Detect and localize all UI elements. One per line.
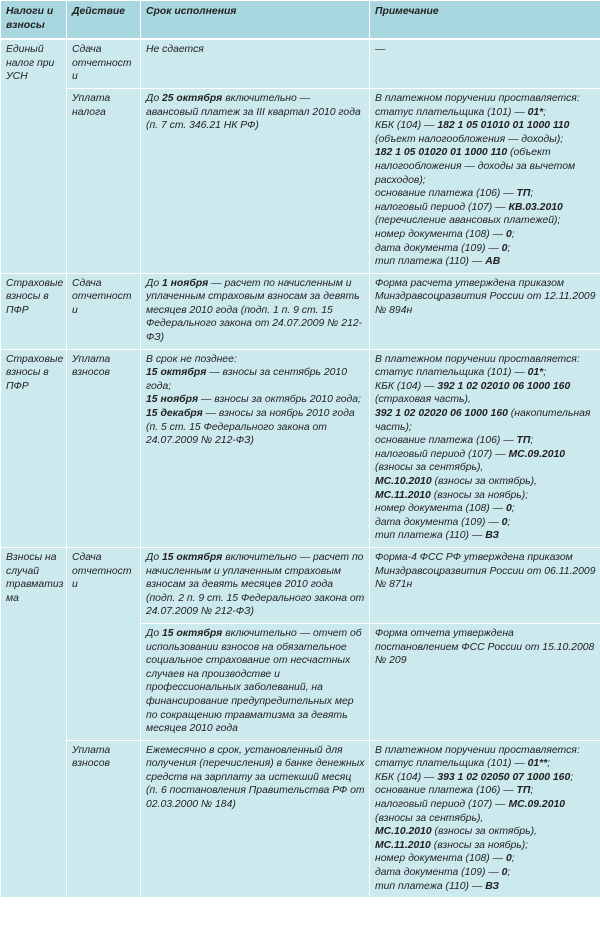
note-line: налоговый период (107) — МС.09.2010 (взносы за сентябрь), [375,448,566,474]
note-line: МС.10.2010 (взносы за октябрь), [375,476,537,487]
note-cell: Форма-4 ФСС РФ утверждена приказом Минздравсоцразвития России от 06.11.2009 № 871н [370,547,600,623]
deadline-line: 15 декабря — взносы за ноябрь 2010 года [146,408,355,420]
note-line: основание платежа (106) — ТП; [375,435,534,447]
action-cell: Сдача отчетности [67,547,141,740]
note-cell: Форма отчета утверждена постановлением ФСС России от 15.10.2008 № 209 [370,623,600,740]
note-line: статус плательщика (101) — 01*; [375,367,547,379]
deadline-cell: До 15 октября включительно — расчет по начисленным и уплаченным страховым взносам за девять месяцев 2010 года (подп. 2 п. 9 ст. 15 Федерального закона от 24.07.2009 № 212-ФЗ) [141,547,370,623]
action-cell: Сдача отчетности [67,39,141,88]
note-line: налоговый период (107) — КВ.03.2010 (перечисление авансовых платежей); [375,201,563,227]
table-row [1,740,600,898]
deadline-cell: До 25 октября включительно — авансовый платеж за III квартал 2010 года (п. 7 ст. 346.21 НК РФ) [141,88,370,273]
deadline-tail: (п. 5 ст. 15 Федерального закона от 24.07.2009 № 212-ФЗ) [146,421,327,447]
note-line: КБК (104) — 392 1 02 02010 06 1000 160 (страховая часть), [375,380,571,406]
note-line: налоговый период (107) — МС.09.2010 (взносы за сентябрь), [375,799,566,824]
note-line: КБК (104) — 393 1 02 02050 07 1000 160; [375,771,574,783]
note-line: номер документа (108) — 0; [375,503,515,515]
action-cell: Уплата налога [67,88,141,273]
table-row [1,88,600,273]
note-line: статус плательщика (101) — 01*; [375,106,547,118]
deadline-line: 15 ноября — взносы за октябрь 2010 года; [146,394,361,406]
note-line: тип платежа (110) — ВЗ [375,530,500,542]
header-row [1,1,600,40]
note-intro: В платежном поручении проставляется: [375,353,580,365]
note-line: дата документа (109) — 0; [375,242,511,254]
header-note: Примечание [370,1,600,40]
deadline-cell: До 15 октября включительно — отчет об использовании взносов на обязательное социальное страхование от несчастных случаев на производстве и профессиональных заболеваний, на финансирование предупредительных мер по сокращению травматизма за девять месяцев 2010 года [141,623,370,740]
note-line: 392 1 02 02020 06 1000 160 (накопительная часть); [375,408,591,433]
note-intro: В платежном поручении проставляется: [375,92,580,104]
note-cell: Форма расчета утверждена приказом Минздравсоцразвития России от 12.11.2009 № 894н [370,273,600,349]
note-line: основание платежа (106) — ТП; [375,785,534,797]
note-line: тип платежа (110) — ВЗ [375,880,500,892]
note-cell: — [370,39,600,88]
note-line: МС.11.2010 (взносы за ноябрь); [375,839,529,851]
action-cell: Уплата взносов [67,349,141,547]
note-line: КБК (104) — 182 1 05 01010 01 1000 110 (объект налогообложения — доходы); [375,120,570,145]
header-deadline: Срок исполнения [141,1,370,40]
tax-cell: Единый налог при УСН [1,39,67,273]
note-cell [370,740,600,898]
note-line: номер документа (108) — 0; [375,228,515,240]
tax-cell: Взносы на случай травматизма [1,547,67,897]
note-line: статус плательщика (101) — 01**; [375,758,551,770]
header-tax: Налоги и взносы [1,1,67,40]
tax-cell: Страховые взносы в ПФР [1,349,67,547]
note-line: тип платежа (110) — АВ [375,256,501,268]
tax-cell: Страховые взносы в ПФР [1,273,67,349]
note-cell [370,88,600,273]
deadline-intro: В срок не позднее: [146,353,237,365]
table-row [1,39,600,88]
action-cell: Уплата взносов [67,740,141,898]
note-line: номер документа (108) — 0; [375,853,515,865]
note-line: МС.10.2010 (взносы за октябрь), [375,826,537,838]
note-line: 182 1 05 01020 01 1000 110 (объект налогообложения — доходы за вычетом расходов); [375,147,576,186]
table-row [1,547,600,623]
note-line: основание платежа (106) — ТП; [375,188,534,200]
note-cell [370,349,600,547]
note-line: дата документа (109) — 0; [375,867,511,879]
action-cell: Сдача отчетности [67,273,141,349]
table-row [1,349,600,547]
deadline-cell: Не сдается [141,39,370,88]
note-line: МС.11.2010 (взносы за ноябрь); [375,489,529,501]
deadline-cell: Ежемесячно в срок, установленный для получения (перечисления) в банке денежных средств на зарплату за истекший месяц (п. 6 постановления Правительства РФ от 02.03.2000 № 184) [141,740,370,898]
deadline-cell [141,349,370,547]
table-row [1,273,600,349]
header-action: Действие [67,1,141,40]
deadline-cell: До 1 ноября — расчет по начисленным и уплаченным страховым взносам за девять месяцев 2010 года (подп. 1 п. 9 ст. 15 Федерального закона от 24.07.2009 № 212-ФЗ) [141,273,370,349]
note-line: дата документа (109) — 0; [375,516,511,528]
note-intro: В платежном поручении проставляется: [375,744,580,756]
deadline-line: 15 октября — взносы за сентябрь 2010 года; [146,367,347,392]
